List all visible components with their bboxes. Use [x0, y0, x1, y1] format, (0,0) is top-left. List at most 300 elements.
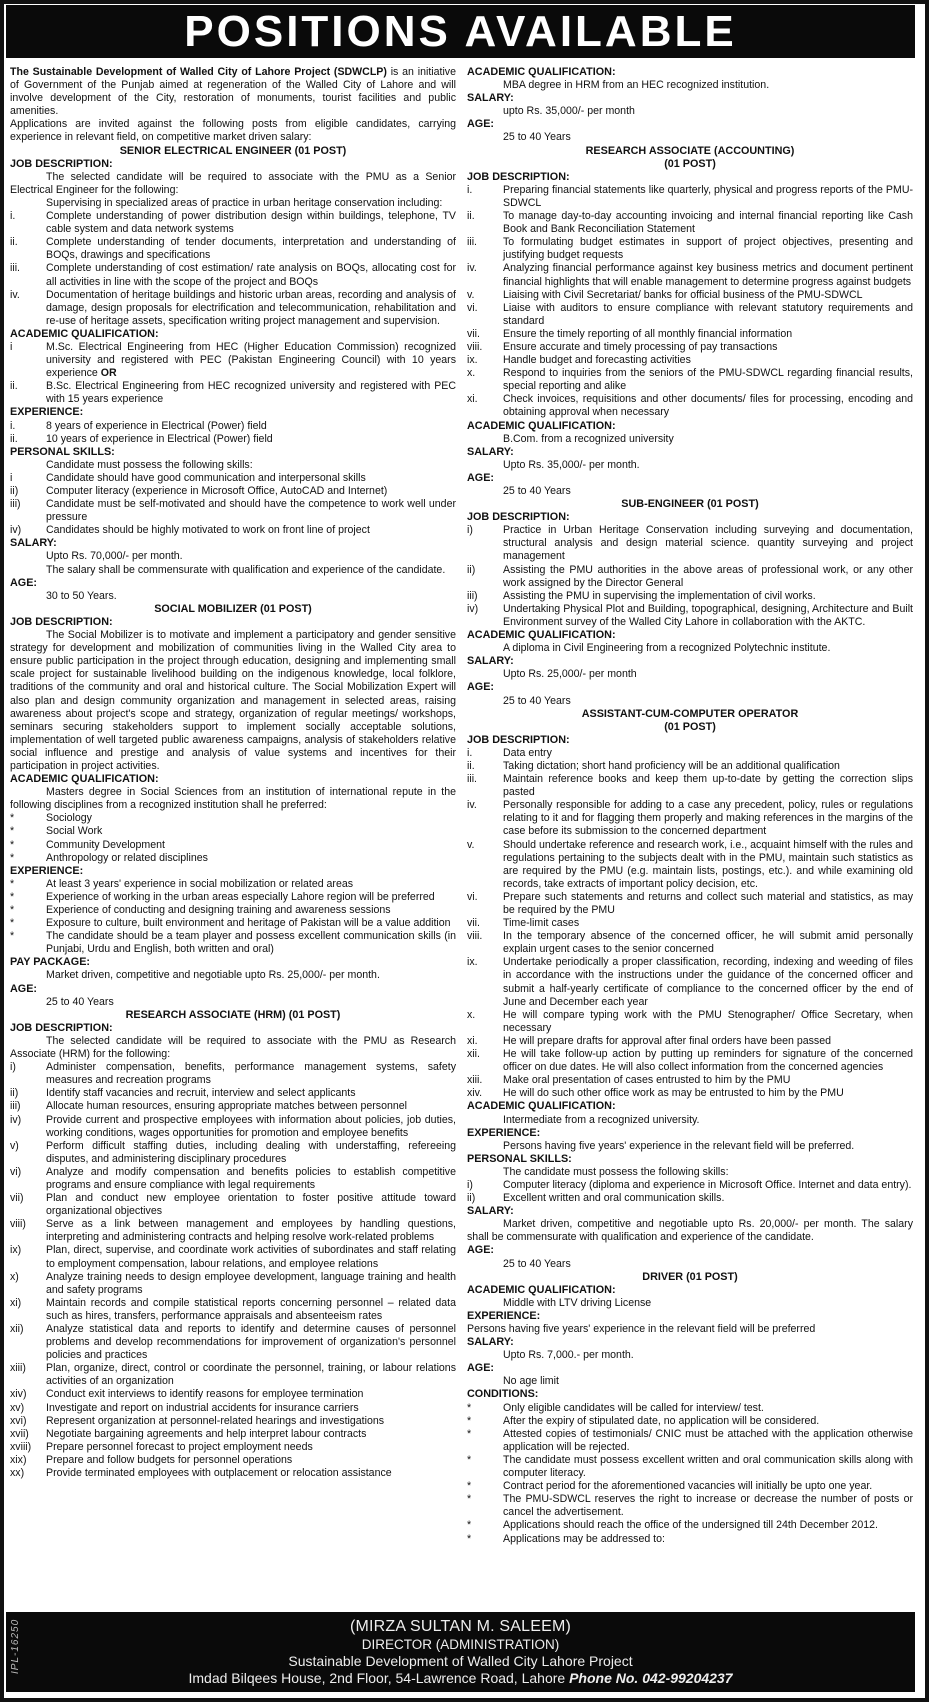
list-text: Personally responsible for adding to a case any precedent, policy, rules or regulations relating to it and for flagging them properly and making references in the margins of the case before its submission to the concerned department [503, 799, 913, 838]
section-label: PERSONAL SKILLS: [10, 445, 115, 458]
list-item [467, 839, 913, 891]
jd-text: The Social Mobilizer is to motivate and implement a participatory and gender sensitive strategy for development and mobilization of communities living in the Walled City area to ensure public participation in the project through education, designing and implementing small scale project for sustainable livelihood building on the indigenous knowledge, local folklore, traditions of the community and oral and historical culture. The Social Mobilization Expert will also plan and design community organization and management in selected areas, raising awareness about project's scope and strategy, organization of regular meetings/ workshops, seminars securing stakeholders support to implement socially acceptable solutions, implementation of well targeted public awareness campaigns, analysis of stakeholders relative social influence and prestige and analysis of value systems and incentives for their participation in project activities. [10, 629, 456, 772]
list-marker: iii. [467, 773, 478, 786]
list-marker: iv. [467, 799, 477, 812]
post-title-count: (01 POST) [664, 157, 716, 170]
list-marker: vi) [10, 1165, 22, 1178]
post-title: SENIOR ELECTRICAL ENGINEER (01 POST) [119, 144, 347, 157]
list-marker: i. [467, 183, 473, 196]
section-label: PERSONAL SKILLS: [467, 1152, 572, 1165]
list-marker: iv. [467, 262, 477, 275]
skills-intro: The candidate must possess the following skills: [503, 1165, 729, 1178]
salary-value: Market driven, competitive and negotiable upto Rs. 20,000/- per month. The salary shall be commensurate with qualification and experience of the candidate. [467, 1218, 913, 1244]
section-label: JOB DESCRIPTION: [10, 157, 113, 170]
list-text: Anthropology or related disciplines [46, 851, 208, 864]
list-text: He will compare typing work with the PMU Stenographer/ Office Secretary, when necessary [503, 1008, 913, 1034]
list-item [10, 341, 456, 380]
list-marker: ii. [467, 759, 475, 772]
age-value: No age limit [503, 1375, 559, 1388]
list-marker: ii. [10, 236, 18, 249]
section-label: AGE: [467, 1362, 494, 1375]
list-text: Computer literacy (diploma and experience in Microsoft Office. Internet and data entry). [503, 1178, 912, 1191]
list-item [10, 1114, 456, 1140]
list-item [467, 302, 913, 328]
salary-value: Upto Rs. 7,000.- per month. [503, 1349, 634, 1362]
list-text: The candidate must possess excellent written and oral communication skills along with computer literacy. [503, 1453, 913, 1480]
list-marker: iv) [10, 524, 22, 537]
list-item [10, 825, 456, 838]
section-label: JOB DESCRIPTION: [467, 511, 570, 524]
experience-value: Persons having five years' experience in the relevant field will be preferred [467, 1323, 816, 1335]
list-marker: i) [467, 1178, 473, 1191]
list-text: Analyze training needs to design employee development, language training and health and safety programs [46, 1270, 456, 1296]
post-research-associate-accounting [467, 145, 913, 499]
list-text: Perform difficult staffing duties, including dealing with understaffing, refereeing disputes, and administering disciplinary procedures [46, 1139, 456, 1165]
list-item [10, 1166, 456, 1192]
conditions-list [467, 1402, 913, 1546]
list-marker: ii. [10, 432, 18, 445]
salary-value: Upto Rs. 35,000/- per month. [503, 458, 640, 471]
list-text: Ensure the timely reporting of all monthly financial information [503, 327, 793, 340]
list-item [467, 1087, 913, 1100]
list-text: Provide current and prospective employees with information about policies, job duties, working conditions, wages opportunities for promotion and employee benefits [46, 1113, 456, 1139]
list-text: Liaise with auditors to ensure compliance with relevant statutory requirements and standard [503, 301, 913, 327]
list-marker: v) [10, 1139, 19, 1152]
contact-role: DIRECTOR (ADMINISTRATION) [361, 1637, 560, 1652]
list-text: M.Sc. Electrical Engineering from HEC (Higher Education Commission) recognized university and registered with PEC (Pakistan Engineering Council) with 10 years experience OR [46, 340, 456, 380]
list-marker: xvii) [10, 1427, 29, 1440]
list-marker: xi) [10, 1296, 22, 1309]
list-text: Contract period for the aforementioned vacancies will initially be upto one year. [503, 1480, 873, 1493]
post-title: RESEARCH ASSOCIATE (HRM) (01 POST) [125, 1008, 341, 1021]
section-label: ACADEMIC QUALIFICATION: [467, 629, 616, 642]
list-marker: i) [467, 524, 473, 537]
list-item [10, 1218, 456, 1244]
jd-intro: The selected candidate will be required to associate with the PMU as a Senior Electrical Engineer for the following: [10, 170, 456, 196]
list-item [10, 380, 456, 406]
list-text: Plan, direct, supervise, and coordinate work activities of subordinates and staff relating to employment compensation, labour relations, and employee relations [46, 1244, 456, 1270]
list-item [467, 1454, 913, 1480]
list-item [467, 1179, 913, 1192]
list-text: Maintain records and compile statistical reports concerning personnel – related data such as hires, transfers, performance appraisals and absenteeism rates [46, 1296, 456, 1322]
title-text: POSITIONS AVAILABLE [184, 6, 737, 56]
list-marker: iii. [467, 236, 478, 249]
list-text: Maintain reference books and keep them up-to-date by getting the correction slips pasted [503, 773, 913, 799]
list-marker: * [10, 825, 15, 838]
list-marker: * [467, 1401, 472, 1414]
list-marker: vii. [467, 917, 480, 930]
post-title-count: (01 POST) [664, 720, 716, 733]
list-item [10, 917, 456, 930]
list-marker: ii. [10, 380, 18, 393]
section-label: SALARY: [467, 1336, 514, 1349]
list-text: Should undertake reference and research work, i.e., acquaint himself with the rules and regulations pertaining to the subjects dealt with in the PMU, maintain such statistics as are required by the PMU (e.g. maintain lists, postings, etc.). and while examining old records, take extracts of important policy decision, etc. [503, 838, 913, 890]
salary-value: upto Rs. 35,000/- per month [503, 105, 635, 118]
list-text: Handle budget and forecasting activities [503, 354, 691, 367]
section-label: ACADEMIC QUALIFICATION: [10, 773, 159, 786]
list-marker: i. [467, 746, 473, 759]
section-label: AGE: [467, 471, 494, 484]
list-item [10, 289, 456, 328]
list-item [10, 1100, 456, 1113]
list-text: He will take follow-up action by putting up reminders for signature of the concerned officer on due dates. He will also collect information from the concerned agencies [503, 1048, 913, 1074]
list-marker: * [467, 1453, 472, 1466]
list-text: Social Work [46, 825, 103, 838]
list-item [10, 1362, 456, 1388]
age-value: 25 to 40 Years [503, 131, 571, 144]
list-item [10, 878, 456, 891]
age-value: 25 to 40 Years [46, 995, 114, 1008]
list-item [10, 420, 456, 433]
post-research-associate-hrm [10, 1009, 456, 1480]
list-text: Assisting the PMU authorities in the above areas of professional work, or any other work assigned by the Director General [503, 563, 913, 589]
list-item [10, 1297, 456, 1323]
section-label: AGE: [467, 681, 494, 694]
list-item [467, 393, 913, 419]
list-text: Plan and conduct new employee orientation to foster positive attitude toward organizational objectives [46, 1192, 456, 1218]
list-item [467, 590, 913, 603]
jd-intro2: Supervising in specialized areas of practice in urban heritage conservation including: [46, 196, 443, 209]
section-label: SALARY: [467, 92, 514, 105]
list-text: 10 years of experience in Electrical (Power) field [46, 432, 273, 445]
list-marker: * [10, 904, 15, 916]
list-marker: ii) [467, 1192, 476, 1205]
aq-list [10, 341, 456, 406]
list-text: In the temporary absence of the concerned officer, he will submit amid personally explain urgent cases to the senior concerned [503, 930, 913, 956]
list-marker: * [467, 1427, 472, 1440]
list-text: Prepare and follow budgets for personnel operations [46, 1453, 293, 1466]
post-senior-electrical-engineer [10, 145, 456, 603]
list-item [467, 1192, 913, 1205]
list-text: Assisting the PMU in supervising the implementation of civil works. [503, 589, 816, 602]
list-text: B.Sc. Electrical Engineering from HEC recognized university and registered with PEC with 15 years experience [46, 380, 456, 406]
list-marker: xiii. [467, 1074, 483, 1087]
list-marker: iv) [10, 1113, 22, 1126]
list-item [467, 1415, 913, 1428]
list-text: Experience of working in the urban areas especially Lahore region will be preferred [46, 890, 435, 903]
list-marker: * [10, 812, 15, 825]
aq-value: Middle with LTV driving License [503, 1296, 652, 1309]
jd-list [467, 184, 913, 420]
list-item [10, 498, 456, 524]
list-text: Preparing financial statements like quarterly, physical and progress reports of the PMU-SDWCL [503, 183, 913, 209]
list-item [10, 1441, 456, 1454]
list-item [467, 799, 913, 838]
conditions-section [467, 1388, 913, 1545]
list-item [10, 904, 456, 917]
list-marker: iii) [467, 589, 478, 602]
list-item [467, 1035, 913, 1048]
list-text: Investigate and report on industrial accidents for insurance carriers [46, 1401, 359, 1414]
list-text: Prepare such statements and returns and collect such material and statistics, as may be required by the PMU [503, 890, 913, 916]
list-item [467, 956, 913, 1008]
contact-phone: Phone No. 042-99204237 [569, 1670, 733, 1686]
list-text: Analyzing financial performance against key business metrics and document pertinent financial highlights that will enable management to determine progress against budgets [503, 262, 913, 288]
list-item [467, 354, 913, 367]
section-label: ACADEMIC QUALIFICATION: [10, 327, 159, 340]
contact-organization: Sustainable Development of Walled City Lahore Project [288, 1653, 633, 1669]
list-item [10, 1402, 456, 1415]
list-text: Ensure accurate and timely processing of pay transactions [503, 340, 778, 353]
list-text: He will prepare drafts for approval after final orders have been passed [503, 1034, 831, 1047]
list-text: Negotiate bargaining agreements and help interpret labour contracts [46, 1427, 367, 1440]
list-item [467, 367, 913, 393]
list-item [467, 1402, 913, 1415]
list-marker: ix) [10, 1244, 22, 1257]
list-marker: i. [10, 419, 16, 432]
list-item [467, 1074, 913, 1087]
list-item [467, 891, 913, 917]
section-label: ACADEMIC QUALIFICATION: [467, 419, 616, 432]
list-marker: i. [10, 210, 16, 223]
list-item [10, 1428, 456, 1441]
list-text: The PMU-SDWCL reserves the right to increase or decrease the number of posts or cancel the advertisement. [503, 1493, 913, 1519]
list-marker: xiv. [467, 1087, 483, 1100]
list-item [467, 236, 913, 262]
list-item [467, 289, 913, 302]
list-marker: xi. [467, 393, 478, 406]
list-marker: * [10, 851, 15, 864]
list-marker: iv. [10, 288, 20, 301]
list-marker: ii) [10, 485, 19, 497]
list-text: Applications may be addressed to: [503, 1532, 665, 1545]
section-label: AGE: [467, 1244, 494, 1257]
list-item [10, 210, 456, 236]
list-item [10, 839, 456, 852]
list-marker: iii. [10, 262, 21, 275]
list-marker: * [10, 838, 15, 851]
list-item [10, 1454, 456, 1467]
salary-value: Upto Rs. 70,000/- per month. [46, 550, 183, 563]
list-item [467, 603, 913, 629]
list-text: Identify staff vacancies and recruit, interview and select applicants [46, 1087, 356, 1100]
list-text: Complete understanding of power distribution design within buildings, telephone, TV cable system and data network systems [46, 210, 456, 236]
list-item [467, 328, 913, 341]
contact-address: Imdad Bilqees House, 2nd Floor, 54-Lawrence Road, Lahore Phone No. 042-99204237 [188, 1670, 733, 1686]
list-item [467, 1048, 913, 1074]
list-item [10, 485, 456, 498]
list-text: Candidates should be highly motivated to work on front line of project [46, 524, 370, 537]
list-item [10, 1140, 456, 1166]
list-text: To manage day-to-day accounting invoicing and internal financial reporting like Cash Book and Bank Reconciliation Statement [503, 210, 913, 236]
jd-intro: The selected candidate will be required to associate with the PMU as Research Associate (HRM) for the following: [10, 1034, 456, 1061]
list-marker: iii) [10, 498, 21, 511]
list-marker: * [10, 917, 15, 930]
section-label: JOB DESCRIPTION: [10, 615, 113, 628]
list-text: Serve as a link between management and employees by handling questions, interpreting and administering contracts and helping resolve work-related problems [46, 1218, 456, 1244]
list-item [10, 930, 456, 956]
list-text: Check invoices, requisitions and other documents/ files for processing, encoding and obtaining approval when necessary [503, 393, 913, 419]
list-marker: ii) [10, 1087, 19, 1100]
list-item [467, 773, 913, 799]
post-title: SUB-ENGINEER (01 POST) [621, 498, 759, 511]
intro-paragraph: The Sustainable Development of Walled City of Lahore Project (SDWCLP) is an initiative of Government of the Punjab aimed at regeneration of the Walled City of Lahore and will involve development of the City, restoration of monuments, tourist facilities and public amenities. [10, 66, 456, 118]
age-value: 25 to 40 Years [503, 1257, 571, 1270]
list-item [467, 1428, 913, 1454]
section-label: JOB DESCRIPTION: [10, 1021, 113, 1034]
salary-value: Upto Rs. 25,000/- per month [503, 668, 637, 681]
intro-bold: The Sustainable Development of Walled City of Lahore Project (SDWCLP) [10, 66, 387, 78]
list-text: Data entry [503, 746, 552, 759]
list-item [467, 524, 913, 563]
list-text: Sociology [46, 812, 92, 825]
list-text: Only eligible candidates will be called for interview/ test. [503, 1401, 764, 1414]
aq-list [10, 812, 456, 864]
list-marker: * [10, 890, 15, 903]
list-marker: xx) [10, 1467, 25, 1480]
list-item [10, 1244, 456, 1270]
section-label: SALARY: [467, 1205, 514, 1218]
list-marker: ix. [467, 956, 478, 969]
section-label: AGE: [467, 118, 494, 131]
list-text: Provide terminated employees with outplacement or relocation assistance [46, 1467, 392, 1480]
list-item [467, 1009, 913, 1035]
contact-footer [6, 1612, 915, 1692]
list-text: Liaising with Civil Secretariat/ banks for official business of the PMU-SDWCL [503, 288, 863, 301]
list-item [467, 1480, 913, 1493]
list-item [467, 210, 913, 236]
section-label: SALARY: [467, 655, 514, 668]
right-column [467, 66, 913, 1546]
list-item [10, 852, 456, 865]
section-label: ACADEMIC QUALIFICATION: [467, 66, 616, 78]
intro-invite: Applications are invited against the following posts from eligible candidates, carrying experience in relevant field, on competitive market driven salary: [10, 118, 456, 144]
list-item [10, 1192, 456, 1218]
list-text: Complete understanding of cost estimation/ rate analysis on BOQs, allocating cost for all activities in line with the scope of the project and BOQs [46, 262, 456, 288]
list-text: Undertake periodically a proper classification, recording, indexing and weeding of files in accordance with the instructions under the guidance of the concerned officer and submit a half-yearly certificate of compliance to the concerned officer by the end of June and December each year [503, 956, 913, 1008]
jd-list [10, 1061, 456, 1480]
list-item [10, 1415, 456, 1428]
list-marker: vii) [10, 1192, 24, 1205]
list-text: Undertaking Physical Plot and Building, topographical, designing, Architecture and Built Environment survey of the Walled City Lahore in collaboration with the AKTC. [503, 602, 913, 628]
list-marker: xiv) [10, 1388, 27, 1401]
list-item [467, 341, 913, 354]
ad-code: IPL-16250 [10, 1618, 21, 1674]
list-marker: vi. [467, 301, 478, 314]
experience-value: Persons having five years' experience in the relevant field will be preferred. [503, 1139, 855, 1152]
list-text: 8 years of experience in Electrical (Power) field [46, 419, 267, 432]
age-value: 30 to 50 Years. [46, 589, 117, 602]
section-label: PAY PACKAGE: [10, 956, 90, 969]
list-text: Practice in Urban Heritage Conservation including surveying and documentation, structural analysis and design material science. quantity surveying and project management [503, 524, 913, 563]
list-marker: * [467, 1519, 472, 1532]
list-item [467, 760, 913, 773]
list-text: Candidate must be self-motivated and should have the competence to work well under pressure [46, 498, 456, 524]
list-marker: xii. [467, 1048, 480, 1061]
section-label: AGE: [10, 576, 37, 589]
list-item [10, 812, 456, 825]
list-marker: viii. [467, 340, 483, 353]
section-label: EXPERIENCE: [10, 406, 84, 419]
list-item [10, 236, 456, 262]
list-marker: xv) [10, 1401, 25, 1414]
list-marker: xiii) [10, 1362, 26, 1375]
list-item [467, 747, 913, 760]
list-text: To formulating budget estimates in support of project objectives, presenting and justifying budget requests [503, 236, 913, 262]
list-marker: i [10, 340, 13, 353]
list-text: Attested copies of testimonials/ CNIC must be attached with the application otherwise application will be rejected. [503, 1427, 913, 1453]
list-item [10, 433, 456, 446]
list-text: Prepare personnel forecast to project employment needs [46, 1440, 313, 1453]
list-item [467, 1533, 913, 1546]
list-text: Conduct exit interviews to identify reasons for employee termination [46, 1388, 364, 1401]
list-marker: xviii) [10, 1440, 32, 1453]
aq-value: A diploma in Civil Engineering from a recognized Polytechnic institute. [503, 642, 831, 655]
list-text: Complete understanding of tender documents, interpretation and understanding of BOQs, drawings and specifications [46, 236, 456, 262]
aq-value: Intermediate from a recognized university. [503, 1113, 700, 1126]
list-text: At least 3 years' experience in social mobilization or related areas [46, 877, 354, 890]
section-label: EXPERIENCE: [10, 864, 84, 877]
list-text: Taking dictation; short hand proficiency will be an additional qualification [503, 759, 840, 772]
salary-note: The salary shall be commensurate with qualification and experience of the candidate. [46, 563, 446, 576]
list-text: Computer literacy (experience in Microsoft Office, AutoCAD and Internet) [46, 485, 388, 497]
list-item [10, 524, 456, 537]
list-text: The candidate should be a team player and possess excellent communication skills (in Punjabi, Urdu and English, both written and oral) [46, 930, 456, 956]
post-social-mobilizer [10, 603, 456, 1009]
skills-list [10, 472, 456, 537]
list-marker: * [467, 1414, 472, 1427]
contact-name: (MIRZA SULTAN M. SALEEM) [349, 1618, 572, 1635]
list-marker: i) [10, 1061, 16, 1074]
list-item [10, 891, 456, 904]
section-label: SALARY: [10, 537, 57, 550]
section-label: EXPERIENCE: [467, 1309, 541, 1322]
list-item [467, 184, 913, 210]
exp-list [10, 878, 456, 957]
list-text: Applications should reach the office of the undersigned till 24th December 2012. [503, 1519, 878, 1532]
list-item [10, 1388, 456, 1401]
list-text: Time-limit cases [503, 917, 580, 930]
list-text: Analyze and modify compensation and benefits policies to establish competitive programs and ensure compliance with legal requirements [46, 1165, 456, 1191]
section-label: ACADEMIC QUALIFICATION: [467, 1100, 616, 1113]
list-marker: * [467, 1532, 472, 1545]
list-item [467, 917, 913, 930]
list-marker: xii) [10, 1323, 24, 1335]
list-marker: x. [467, 1008, 476, 1021]
list-marker: v. [467, 288, 475, 301]
list-item [10, 262, 456, 288]
list-marker: * [10, 930, 15, 943]
list-text: Administer compensation, benefits, performance management systems, safety measures and recreation programs [46, 1061, 456, 1087]
section-label: CONDITIONS: [467, 1388, 539, 1401]
list-item [467, 1493, 913, 1519]
post-sub-engineer [467, 498, 913, 708]
list-marker: ii) [467, 563, 476, 576]
age-value: 25 to 40 Years [503, 694, 571, 707]
skills-intro: Candidate must possess the following skills: [46, 458, 253, 471]
pay-value: Market driven, competitive and negotiable upto Rs. 25,000/- per month. [46, 969, 380, 982]
list-marker: x) [10, 1270, 19, 1283]
list-text: Make oral presentation of cases entrusted to him by the PMU [503, 1074, 791, 1087]
post-driver [467, 1271, 913, 1389]
list-item [467, 930, 913, 956]
list-marker: v. [467, 838, 475, 851]
list-text: Plan, organize, direct, control or coordinate the personnel, training, or labour relations activities of an organization [46, 1362, 456, 1388]
list-item [467, 564, 913, 590]
jd-list [467, 747, 913, 1101]
list-marker: iv) [467, 602, 479, 615]
list-marker: ii. [467, 210, 475, 223]
list-text: Excellent written and oral communication skills. [503, 1192, 725, 1205]
list-marker: viii. [467, 930, 483, 943]
list-item [467, 1519, 913, 1532]
list-marker: x. [467, 367, 476, 380]
list-text: Exposure to culture, built environment and heritage of Pakistan will be a value addition [46, 917, 451, 930]
section-label: AGE: [10, 982, 37, 995]
aq-intro: Masters degree in Social Sciences from an institution of international repute in the following disciplines from a recognized institution shall he preferred: [10, 786, 456, 812]
section-label: EXPERIENCE: [467, 1126, 541, 1139]
list-marker: iii) [10, 1100, 21, 1113]
